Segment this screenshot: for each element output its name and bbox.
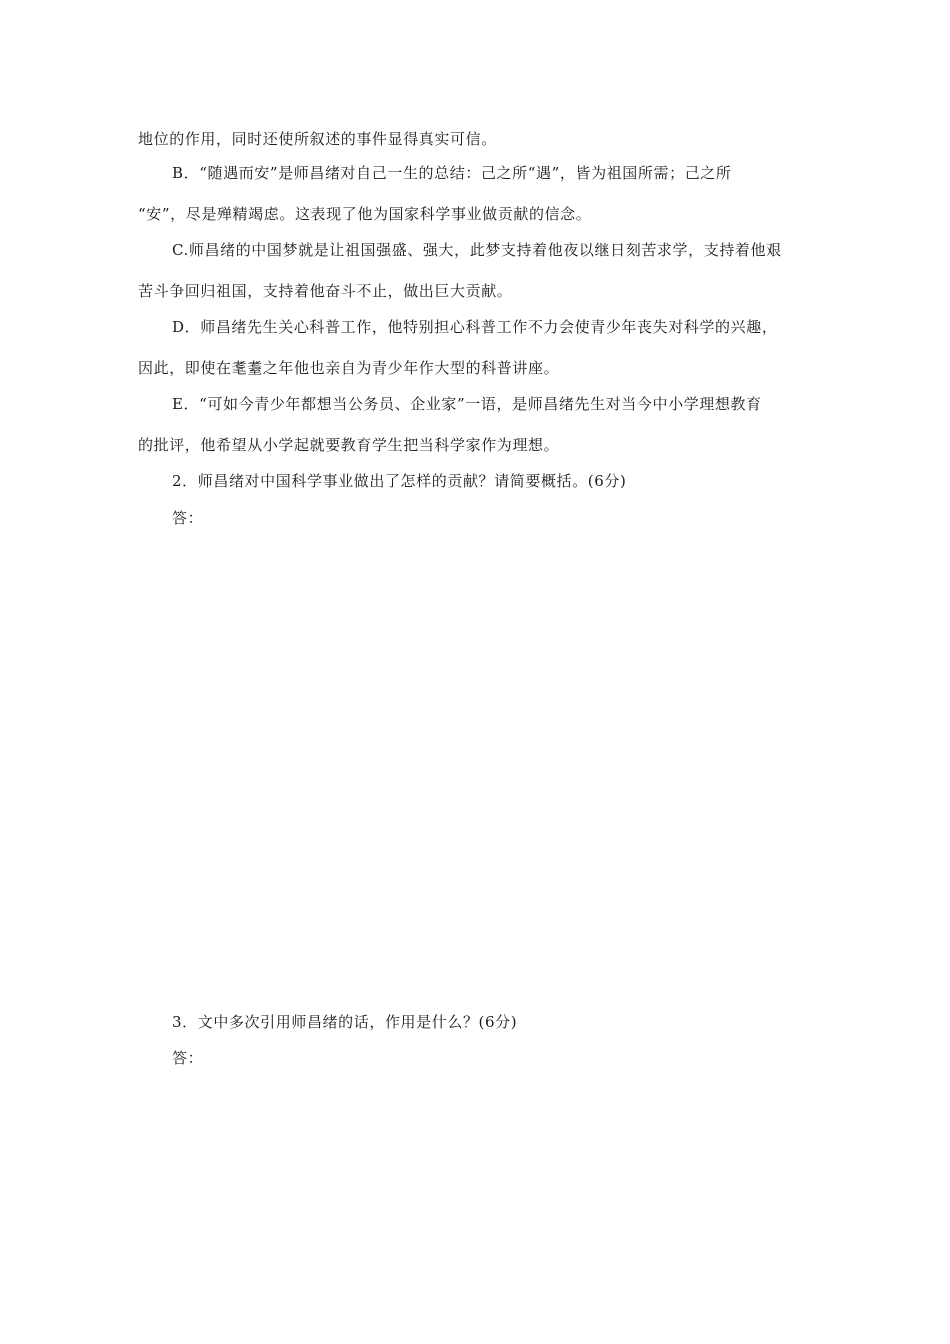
option-b-continuation: “安”，尽是殚精竭虑。这表现了他为国家科学事业做贡献的信念。 bbox=[138, 205, 592, 223]
question-2-answer-label: 答： bbox=[172, 509, 204, 527]
question-3-answer-label: 答： bbox=[172, 1049, 204, 1067]
option-c-text: C.师昌绪的中国梦就是让祖国强盛、强大，此梦支持着他夜以继日刻苦求学，支持着他艰 bbox=[172, 241, 782, 259]
option-e-continuation: 的批评，他希望从小学起就要教育学生把当科学家作为理想。 bbox=[138, 436, 560, 454]
question-3-prompt: 3．文中多次引用师昌绪的话，作用是什么？(6分) bbox=[172, 1013, 518, 1031]
option-d-text: D．师昌绪先生关心科普工作，他特别担心科普工作不力会使青少年丧失对科学的兴趣， bbox=[172, 318, 778, 336]
option-c-continuation: 苦斗争回归祖国，支持着他奋斗不止，做出巨大贡献。 bbox=[138, 282, 513, 300]
option-d-continuation: 因此，即使在耄耋之年他也亲自为青少年作大型的科普讲座。 bbox=[138, 359, 560, 377]
option-e-text: E．“可如今青少年都想当公务员、企业家”一语，是师昌绪先生对当今中小学理想教育 bbox=[172, 395, 762, 413]
option-b-text: B．“随遇而安”是师昌绪对自己一生的总结：己之所“遇”，皆为祖国所需；己之所 bbox=[172, 164, 732, 182]
option-a-continuation: 地位的作用，同时还使所叙述的事件显得真实可信。 bbox=[138, 130, 497, 148]
question-2-prompt: 2．师昌绪对中国科学事业做出了怎样的贡献？请简要概括。(6分) bbox=[172, 472, 627, 490]
